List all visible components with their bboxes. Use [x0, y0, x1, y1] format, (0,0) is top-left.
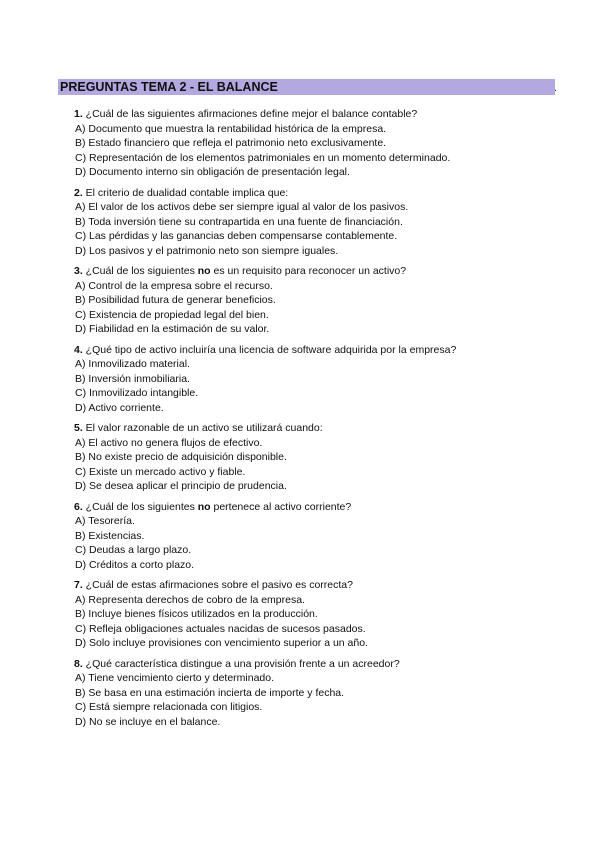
answer-option: B) Existencias. [75, 529, 145, 542]
answer-option: D) Fiabilidad en la estimación de su valor. [75, 323, 270, 335]
answer-option: C) Las pérdidas y las ganancias deben compensarse contablemente. [75, 230, 398, 242]
answer-options [74, 200, 574, 258]
question-text: ¿Qué tipo de activo incluiría una licencia de software adquirida por la empresa? [82, 343, 457, 356]
answer-option: C) Refleja obligaciones actuales nacidas de sucesos pasados. [75, 622, 366, 635]
answer-option: A) Tesorería. [75, 515, 135, 527]
question-text: El criterio de dualidad contable implica que: [82, 186, 289, 199]
question-text: ¿Cuál de los siguientes [82, 500, 198, 513]
question-stem [74, 264, 574, 279]
question-text: ¿Cuál de estas afirmaciones sobre el pasivo es correcta? [82, 579, 353, 591]
answer-option: B) Toda inversión tiene su contrapartida en una fuente de financiación. [75, 215, 403, 228]
answer-options [74, 357, 574, 415]
answer-option: C) Existencia de propiedad legal del bien. [75, 308, 269, 321]
question-3 [74, 264, 574, 337]
question-emphasis: no [197, 265, 211, 277]
answer-option: D) Los pasivos y el patrimonio neto son siempre iguales. [75, 244, 339, 257]
question-1 [74, 107, 574, 180]
answer-option: B) No existe precio de adquisición disponible. [75, 451, 287, 463]
question-number: 4. [74, 343, 83, 356]
answer-options [74, 593, 574, 651]
question-stem [74, 107, 574, 122]
question-stem [74, 578, 574, 593]
answer-option: B) Estado financiero que refleja el patrimonio neto exclusivamente. [75, 137, 387, 149]
question-text: ¿Cuál de las siguientes afirmaciones define mejor el balance contable? [82, 108, 418, 120]
question-stem [74, 500, 574, 515]
question-stem [74, 186, 574, 201]
question-list [74, 107, 574, 735]
answer-option: B) Incluye bienes físicos utilizados en la producción. [75, 608, 318, 620]
answer-option: C) Representación de los elementos patrimoniales en un momento determinado. [75, 151, 451, 164]
answer-option: D) Documento interno sin obligación de presentación legal. [75, 166, 350, 178]
question-stem [74, 421, 574, 436]
question-6 [74, 500, 574, 573]
answer-options [74, 436, 574, 494]
question-7 [74, 578, 574, 651]
answer-option: C) Deudas a largo plazo. [75, 544, 192, 556]
answer-options [74, 122, 574, 180]
question-text: El valor razonable de un activo se utilizará cuando: [82, 422, 323, 434]
answer-options [74, 279, 574, 337]
answer-option: A) El activo no genera flujos de efectivo. [75, 436, 263, 449]
question-number: 5. [74, 422, 83, 434]
question-text: ¿Cuál de los siguientes [82, 265, 198, 277]
question-stem [74, 657, 574, 672]
answer-option: A) Tiene vencimiento cierto y determinado. [75, 672, 275, 684]
question-emphasis: no [197, 500, 211, 513]
answer-option: A) Control de la empresa sobre el recurso. [75, 279, 273, 292]
answer-option: A) Inmovilizado material. [75, 358, 190, 370]
answer-option: D) Créditos a corto plazo. [75, 558, 195, 571]
question-number: 3. [74, 265, 83, 277]
question-2 [74, 186, 574, 259]
answer-option: C) Inmovilizado intangible. [75, 387, 199, 399]
answer-option: C) Está siempre relacionada con litigios. [75, 701, 263, 713]
question-number: 7. [74, 579, 83, 591]
question-text-continued: pertenece al activo corriente? [210, 500, 352, 513]
answer-option: D) No se incluye en el balance. [75, 715, 221, 728]
question-text-continued: es un requisito para reconocer un activo? [210, 265, 407, 277]
question-number: 6. [74, 500, 83, 513]
question-8 [74, 657, 574, 730]
answer-option: D) Se desea aplicar el principio de prudencia. [75, 480, 287, 492]
answer-options [74, 514, 574, 572]
answer-options [74, 671, 574, 729]
answer-option: C) Existe un mercado activo y fiable. [75, 465, 246, 478]
answer-option: D) Activo corriente. [75, 401, 164, 414]
answer-option: A) Representa derechos de cobro de la empresa. [75, 593, 305, 606]
answer-option: A) El valor de los activos debe ser siempre igual al valor de los pasivos. [75, 201, 409, 213]
answer-option: B) Se basa en una estimación incierta de importe y fecha. [75, 686, 345, 699]
question-number: 8. [74, 657, 83, 670]
question-number: 1. [74, 108, 83, 120]
question-4 [74, 343, 574, 416]
answer-option: D) Solo incluye provisiones con vencimiento superior a un año. [75, 637, 368, 649]
answer-option: B) Inversión inmobiliaria. [75, 372, 190, 385]
title-trailing-mark: . [554, 82, 558, 94]
answer-option: B) Posibilidad futura de generar beneficios. [75, 294, 276, 306]
question-text: ¿Qué característica distingue a una provisión frente a un acreedor? [82, 657, 400, 670]
document-title: PREGUNTAS TEMA 2 - EL BALANCE [60, 80, 278, 94]
question-stem [74, 343, 574, 358]
question-5 [74, 421, 574, 494]
answer-option: A) Documento que muestra la rentabilidad histórica de la empresa. [75, 122, 387, 135]
question-number: 2. [74, 186, 83, 199]
